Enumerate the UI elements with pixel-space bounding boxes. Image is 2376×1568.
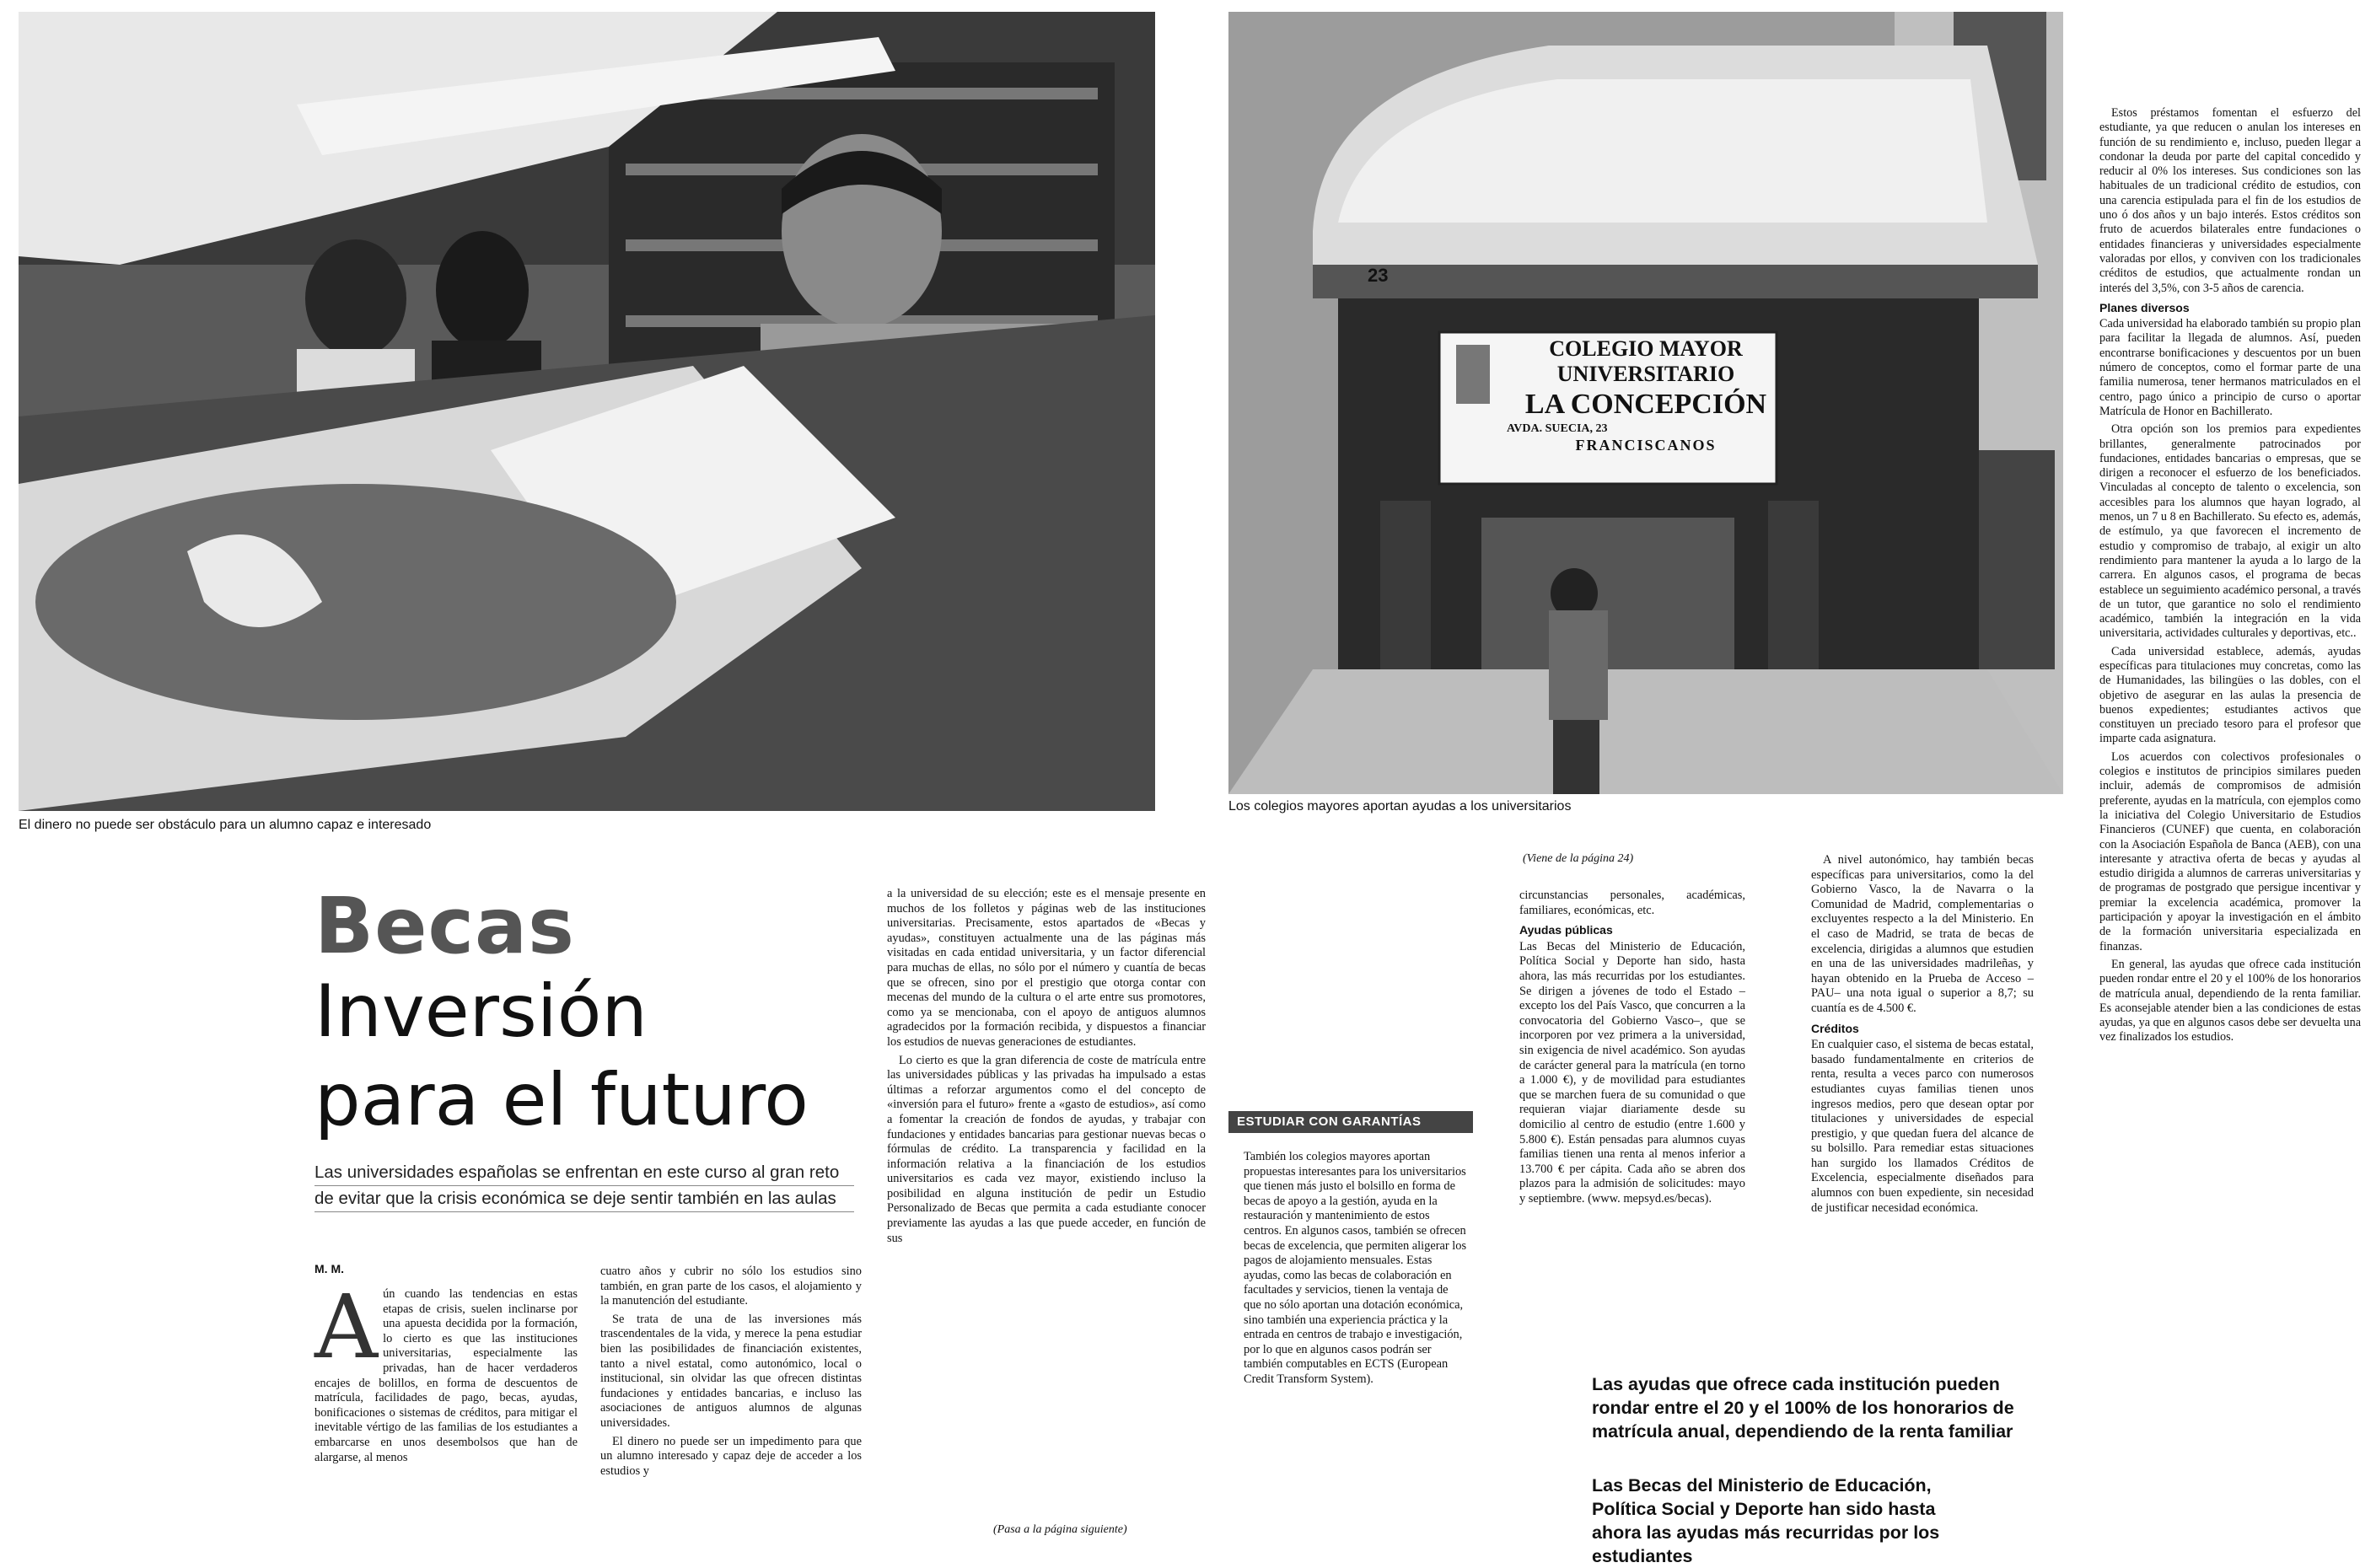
body-paragraph: Cada universidad ha elaborado también su propio plan para facilitar la llegada de alumnos. Así, pueden encontrarse bonificaciones y descuentos por un buen número de conceptos, como el formar parte de una familia numerosa, tener hermanos matriculados en el centro, pago único a principio de curso o aportar Matrícula de Honor en Bachillerato.	[2099, 317, 2361, 418]
deck-line-1: Las universidades españolas se enfrentan en este curso al gran reto	[314, 1160, 854, 1186]
body-paragraph: El dinero no puede ser un impedimento para que un alumno interesado y capaz deje de acceder a los estudios y	[600, 1434, 862, 1478]
body-column-2	[600, 1265, 862, 1482]
headline-line-2: para el futuro	[314, 1058, 809, 1142]
pull-quote-1: Las ayudas que ofrece cada institución pueden rondar entre el 20 y el 100% de los honorarios de matrícula anual, dependiendo de la renta familiar	[1592, 1374, 2014, 1442]
sign-line-5: FRANCISCANOS	[1575, 437, 1717, 454]
headline-kicker: Becas	[314, 881, 575, 971]
body-paragraph: En cualquier caso, el sistema de becas estatal, basado fundamentalmente en criterios de renta, resulta a veces parco con numerosos estudiantes cuyas familias tienen unos ingresos medios, pero que desean optar por titulaciones y universidades de especial prestigio, y que quedan fuera del alcance de su bolsillo. Para remediar estas situaciones han surgido los llamados Créditos de Excelencia, especialmente diseñados para alumnos con buen expediente, sin necesidad de justificar necesidad económica.	[1811, 1038, 2034, 1215]
sign-line-3: LA CONCEPCIÓN	[1524, 389, 1767, 420]
sign-number: 23	[1368, 265, 1389, 286]
continued-from-note: (Viene de la página 24)	[1523, 852, 1634, 865]
body-column-3	[887, 887, 1206, 1249]
photo-colegio-entrance	[1228, 12, 2063, 794]
body-paragraph: Otra opción son los premios para expedientes brillantes, generalmente patrocinados por fundaciones, entidades bancarias o empresas, que se dirigen a reconocer el esfuerzo de los beneficiados. Vinculadas al concepto de talento o excelencia, son accesibles para los alumnos que hayan logrado, al menos, un 7 u 8 en Bachillerato. Su efecto es, además, de estímulo, ya que favorecen el incremento de estudio y compromiso de trabajo, al exigir un alto rendimiento para mantener la ayuda a lo largo de la carrera. En algunos casos, el programa de becas establece un seguimiento académico personal, a través de un tutor, que garantice no solo el rendimiento académico, también la integración en la vida universitaria, actividades culturales y deportivas, etc..	[2099, 422, 2361, 641]
body-column-5	[1811, 853, 2034, 1219]
sidebar-tag: ESTUDIAR CON GARANTÍAS	[1228, 1111, 1473, 1133]
byline: M. M.	[314, 1262, 344, 1275]
deck	[314, 1160, 854, 1212]
body-paragraph: a la universidad de su elección; este es el mensaje presente en muchos de los folletos y páginas web de las instituciones universitarias. Precisamente, estos apartados de «Becas y ayudas», constituyen actualmente una de las páginas más visitadas en cada entidad universitaria, y un factor diferencial para muchas de ellas, no sólo por el número y cuantía de becas que se ofrecen, sino por el prestigio que otorga contar con mecenas del mundo de la cultura o el arte entre sus promotores, como ya se mencionaba, con el apoyo de antiguos alumnos agradecidos por la formación recibida, y dispuestos a financiar los estudios de nuevas generaciones de estudiantes.	[887, 887, 1206, 1049]
sidebar-text	[1244, 1150, 1468, 1391]
body-column-1	[314, 1275, 578, 1469]
sign-line-4: AVDA. SUECIA, 23	[1507, 422, 1608, 435]
colegio-sign	[1507, 336, 1785, 454]
body-column-4	[1519, 889, 1745, 1210]
subhead-creditos: Créditos	[1811, 1021, 1859, 1035]
body-paragraph: En general, las ayudas que ofrece cada institución pueden rondar entre el 20 y el 100% de los honorarios de matrícula anual, dependiendo de la renta familiar. Es aconsejable atender bien a las condiciones de estas ayudas, ya que en algunos casos debe ser devuelta una vez finalizados los estudios.	[2099, 957, 2361, 1044]
body-paragraph: circunstancias personales, académicas, familiares, económicas, etc.	[1519, 889, 1745, 917]
body-paragraph: Los acuerdos con colectivos profesionales o colegios e institutos de principios similares pueden incluir, además de compromisos de admisión preferente, ayudas en la matrícula, con ejemplos como la iniciativa del Colegio Universitario de Estudios Financieros (CUNEF) que cuenta, en colaboración con la Asociación Española de Banca (AEB), con una interesante y atractiva oferta de becas y ayudas al estudio dirigida a alumnos de carreras universitarias y de programas de postgrado que persigue incentivar y premiar la excelencia académica, promover la participación y apoyar la investigación en el ámbito de la formación universitaria especializada en finanzas.	[2099, 749, 2361, 953]
drop-cap: A	[314, 1275, 379, 1378]
body-paragraph: Las Becas del Ministerio de Educación, Política Social y Deporte han sido, hasta ahora, las más recurridas por los estudiantes. Se dirigen a jóvenes de todo el Estado –excepto los del País Vasco, que concurren a la convocatoria del Gobierno Vasco–, que se incorporen por vez primera a la universidad, sin exigencia de nivel académico. Son ayudas de carácter general para la matrícula (en torno a 1.000 €), y de movilidad para estudiantes que se marchen fuera de su comunidad o que requieran viajar diariamente desde su domicilio al centro de estudio (entre 1.600 y 5.800 €). Están pensadas para alumnos cuyas familias tienen una renta al menos inferior a 13.700 € per cápita. Cada año se abren dos plazos para la admisión de solicitudes: mayo y septiembre. (www. mepsyd.es/becas).	[1519, 939, 1745, 1206]
sidebar-paragraph: También los colegios mayores aportan propuestas interesantes para los universitarios que tienen más justo el bolsillo en forma de becas de apoyo a la gestión, ayuda en la restauración y mantenimiento de estos centros. En algunos casos, también se ofrecen becas de excelencia, que permiten aligerar los pagos de alojamiento mensuales. Estas ayudas, como las becas de colaboración en facultades y servicios, tienen la ventaja de que no sólo aportan una dotación económica, sino también una experiencia práctica y la entrada en centros de trabajo e investigación, por lo que en algunos casos podrán ser también computables en ECTS (European Credit Transform System).	[1244, 1150, 1467, 1386]
body-column-6	[2099, 106, 2361, 1049]
subhead-ayudas-publicas: Ayudas públicas	[1519, 923, 1613, 937]
sign-line-1: COLEGIO MAYOR	[1549, 336, 1743, 361]
headline-line-1: Inversión	[314, 969, 648, 1054]
photo-students-illustration	[19, 12, 1155, 811]
sign-line-2: UNIVERSITARIO	[1556, 362, 1735, 386]
deck-line-2: de evitar que la crisis económica se deje sentir también en las aulas	[314, 1186, 854, 1212]
subhead-planes-diversos: Planes diversos	[2099, 300, 2190, 314]
body-paragraph: cuatro años y cubrir no sólo los estudios sino también, en gran parte de los casos, el alojamiento y la manutención del estudiante.	[600, 1265, 862, 1308]
photo-students-library	[19, 12, 1155, 811]
body-paragraph: Se trata de una de las inversiones más trascendentales de la vida, y merece la pena estudiar bien las posibilidades de financiación existentes, tanto a nivel estatal, como autonómico, local o institucional, sin olvidar las que ofrecen distintas fundaciones y entidades bancarias, e incluso las asociaciones de antiguos alumnos de algunas universidades.	[600, 1312, 862, 1430]
body-paragraph: A nivel autonómico, hay también becas específicas para universitarios, como la del Gobierno Vasco, la de Navarra o la Comunidad de Madrid, complementarias o excluyentes respecto a la del Ministerio. En el caso de Madrid, se trata de becas de excelencia, dirigidas a alumnos que estudien en una de las universidades madrileñas, y hayan obtenido en la Prueba de Acceso –PAU– una nota igual o superior a 8,7; su cuantía es de 4.500 €.	[1811, 853, 2034, 1015]
body-paragraph: ún cuando las tendencias en estas etapas de crisis, suelen inclinarse por una apuesta decidida por la formación, lo cierto es que las instituciones universitarias, especialmente las privadas, han de hacer verdaderos encajes de bolillos, en forma de descuentos de matrícula, facilidades de pago, becas, ayudas, bonificaciones o sistemas de créditos, para mitigar el inevitable vértigo de las familias de los estudiantes a embarcarse en unos desembolsos que han de alargarse, al menos	[314, 1287, 578, 1464]
continued-note: (Pasa a la página siguiente)	[993, 1523, 1127, 1536]
pull-quote-2: Las Becas del Ministerio de Educación, Política Social y Deporte han sido hasta ahora las ayudas más recurridas por los estudiantes	[1592, 1475, 1940, 1566]
left-photo-caption: El dinero no puede ser obstáculo para un alumno capaz e interesado	[19, 818, 432, 832]
body-paragraph: Estos préstamos fomentan el esfuerzo del estudiante, ya que reducen o anulan los intereses en función de su rendimiento e, incluso, pueden llegar a condonar la deuda por parte del capital concedido y reducir al 0% los intereses. Sus condiciones son las habituales de un tradicional crédito de estudios, con una carencia estipulada para el fin de los estudios de uno ó dos años y un bajo interés. Estos créditos son fruto de acuerdos bilaterales entre fundaciones o entidades financieras y universidades especialmente valoradas por ellos, y conviven con los tradicionales créditos de estudios, que actualmente rondan un interés del 3,5%, con 3-5 años de carencia.	[2099, 106, 2361, 295]
body-paragraph: Lo cierto es que la gran diferencia de coste de matrícula entre las universidades públicas y las privadas ha impulsado a estas últimas a reforzar argumentos como el del concepto de «inversión para el futuro» frente a «gasto de estudios», así como a fomentar la creación de fondos de ayudas, y trabajar con fundaciones y entidades bancarias para gestionar nuevas becas o fórmulas de crédito. La transparencia y facilidad en la información relativa a la financiación de los estudios universitarios es cada vez mayor, existiendo incluso la posibilidad en alguna institución de pedir un Estudio Personalizado de Becas que permita a cada estudiante conocer previamente las ayudas a las que puede acceder, en función de sus	[887, 1053, 1206, 1245]
right-photo-caption: Los colegios mayores aportan ayudas a los universitarios	[1228, 799, 1572, 814]
body-paragraph: Cada universidad establece, además, ayudas específicas para titulaciones muy concretas, como las de Humanidades, las bilingües o las dobles, con el objetivo de asegurar en las aulas la presencia de buenos expedientes; estudiantes activos que constituyen un preciado tesoro para el profesor que imparte cada asignatura.	[2099, 644, 2361, 746]
